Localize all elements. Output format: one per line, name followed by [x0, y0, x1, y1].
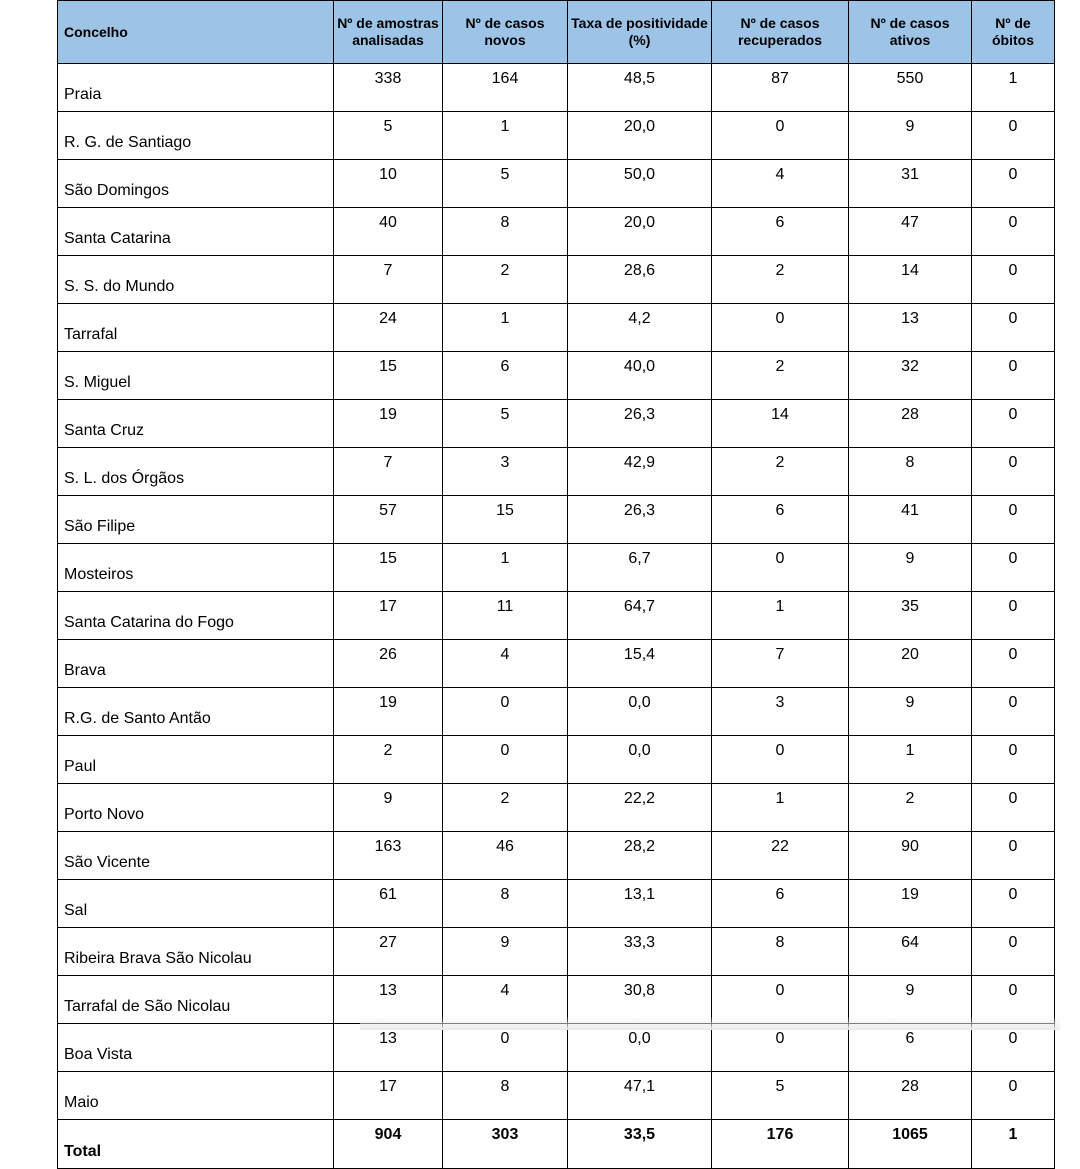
value-cell: 40,0	[568, 352, 712, 400]
value-cell: 0	[972, 352, 1055, 400]
value-cell: 9	[849, 688, 972, 736]
municipality-cell: Praia	[58, 64, 334, 112]
municipality-cell: S. Miguel	[58, 352, 334, 400]
value-cell: 28,6	[568, 256, 712, 304]
column-header-concelho: Concelho	[58, 1, 334, 64]
municipality-cell: São Filipe	[58, 496, 334, 544]
value-cell: 57	[334, 496, 443, 544]
table-row	[58, 304, 1055, 352]
value-cell: 4	[712, 160, 849, 208]
value-cell: 40	[334, 208, 443, 256]
value-cell: 1	[443, 112, 568, 160]
value-cell: 26,3	[568, 400, 712, 448]
value-cell: 0,0	[568, 688, 712, 736]
value-cell: 4	[443, 640, 568, 688]
table-row	[58, 496, 1055, 544]
value-cell: 0	[972, 1072, 1055, 1120]
municipality-cell: Brava	[58, 640, 334, 688]
value-cell: 13	[334, 976, 443, 1024]
value-cell: 1	[712, 592, 849, 640]
value-cell: 5	[334, 112, 443, 160]
value-cell: 24	[334, 304, 443, 352]
value-cell: 0	[972, 304, 1055, 352]
municipality-cell: R. G. de Santiago	[58, 112, 334, 160]
value-cell: 13,1	[568, 880, 712, 928]
value-cell: 13	[849, 304, 972, 352]
value-cell: 0	[972, 976, 1055, 1024]
value-cell: 19	[849, 880, 972, 928]
column-header-5: Nº de casos ativos	[849, 1, 972, 64]
value-cell: 1	[443, 304, 568, 352]
table-row	[58, 640, 1055, 688]
value-cell: 0,0	[568, 736, 712, 784]
value-cell: 7	[712, 640, 849, 688]
table-row	[58, 832, 1055, 880]
table-row	[58, 928, 1055, 976]
value-cell: 0,0	[568, 1024, 712, 1072]
value-cell: 8	[443, 208, 568, 256]
value-cell: 5	[712, 1072, 849, 1120]
value-cell: 0	[972, 160, 1055, 208]
value-cell: 0	[712, 304, 849, 352]
value-cell: 0	[712, 112, 849, 160]
value-cell: 5	[443, 160, 568, 208]
table-row	[58, 112, 1055, 160]
value-cell: 0	[972, 208, 1055, 256]
value-cell: 2	[712, 448, 849, 496]
column-header-6: Nº de óbitos	[972, 1, 1055, 64]
value-cell: 0	[972, 928, 1055, 976]
value-cell: 20,0	[568, 112, 712, 160]
value-cell: 1	[972, 64, 1055, 112]
value-cell: 0	[972, 1024, 1055, 1072]
value-cell: 7	[334, 256, 443, 304]
table-row	[58, 64, 1055, 112]
value-cell: 33,3	[568, 928, 712, 976]
column-header-3: Taxa de positividade (%)	[568, 1, 712, 64]
value-cell: 303	[443, 1120, 568, 1169]
value-cell: 0	[972, 544, 1055, 592]
value-cell: 1065	[849, 1120, 972, 1169]
municipality-cell: Mosteiros	[58, 544, 334, 592]
value-cell: 0	[972, 688, 1055, 736]
value-cell: 163	[334, 832, 443, 880]
value-cell: 64	[849, 928, 972, 976]
value-cell: 0	[972, 736, 1055, 784]
value-cell: 0	[972, 784, 1055, 832]
value-cell: 9	[849, 976, 972, 1024]
value-cell: 11	[443, 592, 568, 640]
value-cell: 9	[849, 112, 972, 160]
value-cell: 0	[972, 496, 1055, 544]
table-row	[58, 400, 1055, 448]
municipality-cell: São Domingos	[58, 160, 334, 208]
value-cell: 26,3	[568, 496, 712, 544]
table-row	[58, 1072, 1055, 1120]
value-cell: 33,5	[568, 1120, 712, 1169]
value-cell: 3	[443, 448, 568, 496]
value-cell: 50,0	[568, 160, 712, 208]
municipality-cell: Maio	[58, 1072, 334, 1120]
municipality-cell: Boa Vista	[58, 1024, 334, 1072]
municipality-cell: Porto Novo	[58, 784, 334, 832]
value-cell: 0	[712, 976, 849, 1024]
table-row	[58, 736, 1055, 784]
value-cell: 20,0	[568, 208, 712, 256]
value-cell: 0	[972, 880, 1055, 928]
column-header-2: Nº de casos novos	[443, 1, 568, 64]
value-cell: 8	[849, 448, 972, 496]
value-cell: 64,7	[568, 592, 712, 640]
value-cell: 47,1	[568, 1072, 712, 1120]
value-cell: 15,4	[568, 640, 712, 688]
value-cell: 14	[849, 256, 972, 304]
value-cell: 90	[849, 832, 972, 880]
value-cell: 41	[849, 496, 972, 544]
value-cell: 30,8	[568, 976, 712, 1024]
value-cell: 0	[712, 736, 849, 784]
municipality-cell: Paul	[58, 736, 334, 784]
value-cell: 15	[334, 352, 443, 400]
covid-cases-by-municipality-table	[57, 0, 1055, 1169]
value-cell: 4	[443, 976, 568, 1024]
value-cell: 5	[443, 400, 568, 448]
value-cell: 15	[334, 544, 443, 592]
value-cell: 26	[334, 640, 443, 688]
table-row	[58, 256, 1055, 304]
value-cell: 48,5	[568, 64, 712, 112]
value-cell: 0	[972, 832, 1055, 880]
value-cell: 6	[712, 208, 849, 256]
value-cell: 4,2	[568, 304, 712, 352]
value-cell: 2	[334, 736, 443, 784]
value-cell: 17	[334, 592, 443, 640]
municipality-cell: Total	[58, 1120, 334, 1169]
value-cell: 1	[443, 544, 568, 592]
value-cell: 0	[712, 1024, 849, 1072]
table-row	[58, 160, 1055, 208]
table-row	[58, 880, 1055, 928]
table-row	[58, 688, 1055, 736]
value-cell: 2	[443, 256, 568, 304]
municipality-cell: Santa Cruz	[58, 400, 334, 448]
table-row	[58, 592, 1055, 640]
municipality-cell: R.G. de Santo Antão	[58, 688, 334, 736]
value-cell: 10	[334, 160, 443, 208]
value-cell: 2	[443, 784, 568, 832]
value-cell: 9	[849, 544, 972, 592]
municipality-cell: Ribeira Brava São Nicolau	[58, 928, 334, 976]
table-row	[58, 544, 1055, 592]
value-cell: 6	[712, 880, 849, 928]
value-cell: 550	[849, 64, 972, 112]
header-row	[58, 1, 1055, 64]
value-cell: 20	[849, 640, 972, 688]
value-cell: 47	[849, 208, 972, 256]
total-row	[58, 1120, 1055, 1169]
value-cell: 22,2	[568, 784, 712, 832]
value-cell: 9	[443, 928, 568, 976]
value-cell: 2	[849, 784, 972, 832]
page-bottom-shadow	[360, 1016, 1060, 1030]
value-cell: 8	[712, 928, 849, 976]
value-cell: 46	[443, 832, 568, 880]
municipality-cell: Tarrafal	[58, 304, 334, 352]
value-cell: 0	[443, 1024, 568, 1072]
table-row	[58, 352, 1055, 400]
value-cell: 0	[972, 448, 1055, 496]
value-cell: 0	[443, 736, 568, 784]
value-cell: 6,7	[568, 544, 712, 592]
value-cell: 14	[712, 400, 849, 448]
value-cell: 8	[443, 880, 568, 928]
municipality-cell: S. S. do Mundo	[58, 256, 334, 304]
value-cell: 22	[712, 832, 849, 880]
value-cell: 19	[334, 688, 443, 736]
value-cell: 164	[443, 64, 568, 112]
value-cell: 8	[443, 1072, 568, 1120]
value-cell: 28	[849, 400, 972, 448]
value-cell: 42,9	[568, 448, 712, 496]
value-cell: 0	[443, 688, 568, 736]
municipality-cell: São Vicente	[58, 832, 334, 880]
value-cell: 35	[849, 592, 972, 640]
value-cell: 2	[712, 352, 849, 400]
value-cell: 28,2	[568, 832, 712, 880]
value-cell: 87	[712, 64, 849, 112]
value-cell: 2	[712, 256, 849, 304]
value-cell: 19	[334, 400, 443, 448]
value-cell: 31	[849, 160, 972, 208]
value-cell: 0	[972, 640, 1055, 688]
value-cell: 0	[972, 256, 1055, 304]
table-row	[58, 784, 1055, 832]
table-row	[58, 448, 1055, 496]
value-cell: 9	[334, 784, 443, 832]
value-cell: 1	[972, 1120, 1055, 1169]
column-header-1: Nº de amostras analisadas	[334, 1, 443, 64]
municipality-cell: Santa Catarina	[58, 208, 334, 256]
municipality-cell: Sal	[58, 880, 334, 928]
table-body	[58, 64, 1055, 1169]
value-cell: 15	[443, 496, 568, 544]
value-cell: 13	[334, 1024, 443, 1072]
value-cell: 32	[849, 352, 972, 400]
value-cell: 27	[334, 928, 443, 976]
value-cell: 6	[712, 496, 849, 544]
municipality-cell: Santa Catarina do Fogo	[58, 592, 334, 640]
value-cell: 7	[334, 448, 443, 496]
value-cell: 0	[972, 112, 1055, 160]
value-cell: 1	[849, 736, 972, 784]
value-cell: 0	[972, 592, 1055, 640]
value-cell: 904	[334, 1120, 443, 1169]
table-row	[58, 1024, 1055, 1072]
value-cell: 6	[849, 1024, 972, 1072]
value-cell: 176	[712, 1120, 849, 1169]
municipality-cell: S. L. dos Órgãos	[58, 448, 334, 496]
value-cell: 338	[334, 64, 443, 112]
value-cell: 0	[712, 544, 849, 592]
value-cell: 1	[712, 784, 849, 832]
table-row	[58, 208, 1055, 256]
value-cell: 0	[972, 400, 1055, 448]
column-header-4: Nº de casos recuperados	[712, 1, 849, 64]
municipality-cell: Tarrafal de São Nicolau	[58, 976, 334, 1024]
value-cell: 6	[443, 352, 568, 400]
value-cell: 28	[849, 1072, 972, 1120]
value-cell: 3	[712, 688, 849, 736]
value-cell: 17	[334, 1072, 443, 1120]
value-cell: 61	[334, 880, 443, 928]
